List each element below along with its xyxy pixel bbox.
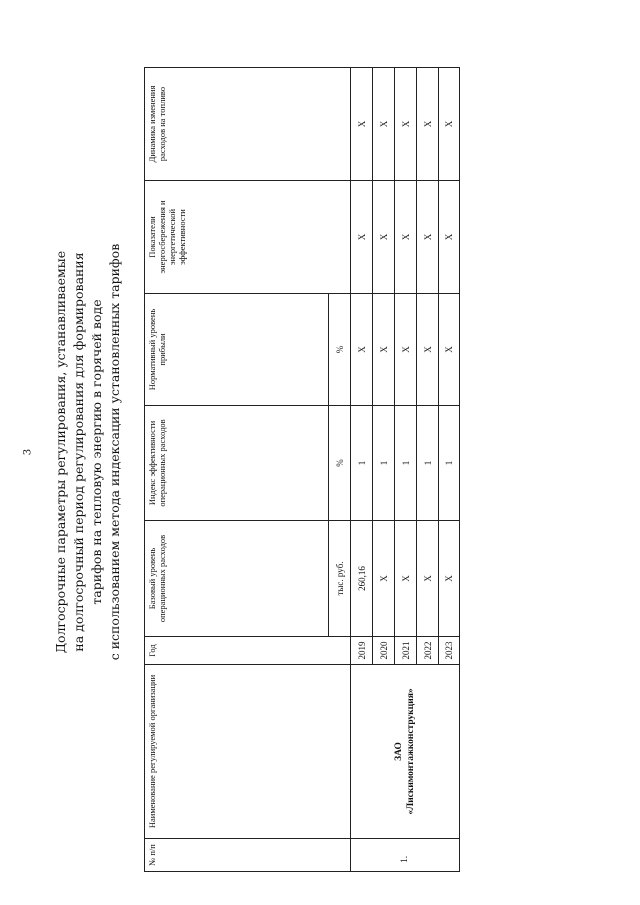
cell-fuel-dynamics: Х	[417, 68, 439, 181]
cell-year: 2020	[373, 637, 395, 665]
cell-energy-saving: Х	[395, 181, 417, 294]
cell-base-opex: 260,16	[351, 521, 373, 637]
cell-profit-level: Х	[351, 294, 373, 406]
cell-fuel-dynamics: Х	[351, 68, 373, 181]
cell-fuel-dynamics: Х	[395, 68, 417, 181]
cell-profit-level: Х	[373, 294, 395, 406]
cell-energy-saving: Х	[373, 181, 395, 294]
cell-fuel-dynamics: Х	[373, 68, 395, 181]
header-profit-level: Нормативный уровень прибыли	[145, 294, 329, 406]
parameters-table-container	[144, 68, 457, 872]
header-number: № п/п	[145, 839, 351, 872]
cell-profit-level: Х	[395, 294, 417, 406]
unit-base-opex: тыс. руб.	[329, 521, 351, 637]
organization-name-line: ЗАО	[394, 742, 404, 761]
page-number: 3	[22, 448, 34, 456]
header-year: Год	[145, 637, 351, 665]
cell-year: 2023	[439, 637, 460, 665]
cell-profit-level: Х	[439, 294, 460, 406]
cell-base-opex: Х	[395, 521, 417, 637]
title-line: на долгосрочный период регулирования для формирования	[71, 252, 86, 652]
header-fuel-dynamics: Динамика изменения расходов на топливо	[145, 68, 351, 181]
cell-efficiency-index: 1	[351, 406, 373, 521]
cell-base-opex: Х	[373, 521, 395, 637]
title-line: тарифов на тепловую энергию в горячей воде	[89, 299, 104, 605]
organization-name-line: «Лискимонтажконструкция»	[406, 688, 416, 815]
header-energy-saving: Показатели энергосбережения и энергетической эффективности	[145, 181, 351, 294]
cell-profit-level: Х	[417, 294, 439, 406]
cell-efficiency-index: 1	[417, 406, 439, 521]
unit-efficiency-index: %	[329, 406, 351, 521]
cell-efficiency-index: 1	[395, 406, 417, 521]
cell-energy-saving: Х	[417, 181, 439, 294]
cell-year: 2021	[395, 637, 417, 665]
cell-efficiency-index: 1	[373, 406, 395, 521]
cell-energy-saving: Х	[351, 181, 373, 294]
title-line: с использованием метода индексации установленных тарифов	[107, 243, 122, 661]
unit-profit-level: %	[329, 294, 351, 406]
organization-name	[351, 665, 460, 839]
cell-base-opex: Х	[417, 521, 439, 637]
cell-fuel-dynamics: Х	[439, 68, 460, 181]
cell-year: 2019	[351, 637, 373, 665]
table-row	[351, 68, 373, 872]
cell-year: 2022	[417, 637, 439, 665]
parameters-table	[144, 67, 460, 872]
row-number: 1.	[351, 839, 460, 872]
cell-energy-saving: Х	[439, 181, 460, 294]
header-efficiency-index: Индекс эффективности операционных расходов	[145, 406, 329, 521]
document-title	[52, 242, 124, 662]
title-line: Долгосрочные параметры регулирования, устанавливаемые	[53, 250, 68, 654]
cell-efficiency-index: 1	[439, 406, 460, 521]
header-organization: Наименование регулируемой организации	[145, 665, 351, 839]
header-base-opex: Базовый уровень операционных расходов	[145, 521, 329, 637]
cell-base-opex: Х	[439, 521, 460, 637]
